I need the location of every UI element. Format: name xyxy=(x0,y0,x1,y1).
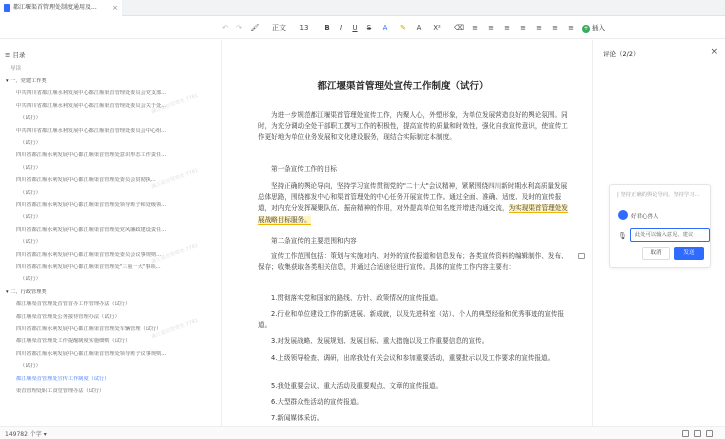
heading-article-2: 第二条宣传的主要范围和内容 xyxy=(271,237,357,245)
avatar xyxy=(618,210,628,220)
list-item-4: 4.上级领导检查、调研，出席我处有关会议和参加重要活动，重要批示以及工作要求的宣传报道。 xyxy=(271,354,555,362)
insert-button[interactable] xyxy=(582,22,605,34)
close-tab-icon[interactable]: × xyxy=(112,4,118,12)
paragraph-article-1 xyxy=(258,181,570,226)
plus-icon: + xyxy=(583,25,589,32)
document-title: 都江堰渠首管理处宣传工作制度（试行） xyxy=(317,81,489,92)
toc-item[interactable]: 都江堰渠首管理处工作提醒制度实施细则（试行） xyxy=(16,338,131,345)
status-bar xyxy=(0,426,725,439)
title-bar xyxy=(0,0,725,16)
toc-item[interactable]: 都江堰渠首管理处首管首办工作管理办法（试行） xyxy=(16,301,131,308)
toc-item[interactable]: （试行） xyxy=(20,164,41,171)
toc-subtitle[interactable]: 导读 xyxy=(10,66,22,72)
heading-article-1: 第一条宣传工作的目标 xyxy=(271,165,337,173)
paragraph-article-2: 宣传工作范围包括：策划与实施对内、对外的宣传报道和信息发布；各类宣传资料的编辑制作、发布、保存；收集获取各类相关信息，并通过合适途径进行宣传。具体的宣传工作内容主要有： xyxy=(258,252,568,272)
font-size-select[interactable]: 13 xyxy=(299,24,309,32)
toc-item[interactable]: 四川省都江堰水利发展中心都江堰渠首管理处委员会贯彻执... xyxy=(16,177,156,184)
toc-item[interactable]: 四川省都江堰水利发展中心都江堰渠首管理处领导班子和处级领... xyxy=(16,202,167,208)
microphone-icon[interactable]: 🎙 xyxy=(618,232,627,240)
text-effect-button[interactable]: A xyxy=(416,24,422,32)
toc-item[interactable]: 四川省都江堰水利发展中心都江堰渠首管理处车辆管理（试行） xyxy=(16,326,162,332)
formatting-toolbar xyxy=(0,17,725,39)
fullscreen-icon[interactable] xyxy=(706,430,713,437)
strikethrough-button[interactable]: S xyxy=(366,24,372,32)
page-view-icon[interactable] xyxy=(682,430,689,437)
toc-item[interactable]: 都江堰渠首管理处公务接待管理办法（试行） xyxy=(16,313,120,320)
comment-input[interactable]: 此处可以输入意见，建议 xyxy=(630,228,710,242)
clear-format-icon[interactable]: ⌫ xyxy=(454,24,464,32)
align-left-icon[interactable]: ≡ xyxy=(472,24,478,32)
toc-item[interactable]: 中共四川省都江堰水利发展中心都江堰渠首管理处委员会党支部... xyxy=(16,90,167,97)
toc-sidebar xyxy=(0,40,222,426)
toc-item[interactable]: 渠首管理处职工食堂管理办法（试行） xyxy=(16,388,105,394)
watermark-text: 蒲江渠首管理处 7781 xyxy=(150,242,200,266)
font-color-button[interactable]: A xyxy=(382,24,388,32)
indent-icon[interactable]: ≡ xyxy=(520,24,526,32)
document-tab-title: 都江堰渠首管理处制度通用及... xyxy=(13,4,97,11)
word-count[interactable]: 149782 个字 ▾ xyxy=(5,431,47,438)
toc-item[interactable]: 都江堰渠首管理处宣传工作制度（试行） xyxy=(16,375,110,382)
outdent-icon[interactable]: ≡ xyxy=(536,24,542,32)
comment-marker-icon[interactable] xyxy=(578,253,585,259)
list-icon[interactable]: ≡ xyxy=(504,24,510,32)
undo-icon[interactable]: ↶ xyxy=(222,24,228,32)
list-item-1: 1.贯彻落实党和国家的路线、方针、政策情况的宣传报道。 xyxy=(271,294,443,302)
list-item-2: 2.行业和单位建设工作的新进展、新成就，以及先进科室（站）、个人的典型经验和优秀事迹的宣传报道。 xyxy=(258,310,565,330)
list-item-7: 7.新闻媒体采访。 xyxy=(271,414,324,422)
toc-item[interactable]: （试行） xyxy=(20,140,41,146)
toc-item[interactable]: （试行） xyxy=(20,214,41,221)
toc-item[interactable]: 中共四川省都江堰水利发展中心都江堰渠首管理处委员会关于处... xyxy=(16,102,167,109)
document-icon xyxy=(4,4,10,12)
paragraph-icon[interactable]: ≡ xyxy=(568,24,574,32)
list-item-3: 3.对发展战略、发展规划、发展目标、重大措施以及工作重要信息的宣传。 xyxy=(271,337,489,345)
document-tab[interactable] xyxy=(0,0,122,16)
toc-item[interactable]: 四川省都江堰水利发展中心都江堰渠首管理处党风廉政建设责任... xyxy=(16,226,167,233)
comment-user-name: 好君心兽人 xyxy=(631,214,659,220)
watermark-text: 蒲江渠首管理处 7781 xyxy=(150,167,200,191)
align-center-icon[interactable]: ≡ xyxy=(488,24,494,32)
toc-item[interactable]: 四川省都江堰水利发展中心都江堰渠首管理处领导班子议事规则... xyxy=(16,350,167,357)
document-page[interactable] xyxy=(223,40,591,426)
watermark-text: 蒲江渠首管理处 7781 xyxy=(150,317,200,341)
style-select[interactable]: 正文 xyxy=(272,24,286,32)
close-comments-icon[interactable]: × xyxy=(710,47,718,57)
watermark-text: 蒲江渠首管理处 7781 xyxy=(150,92,200,116)
toc-item[interactable]: ▾ 二、行政管理类 xyxy=(6,288,47,295)
redo-icon[interactable]: ↷ xyxy=(236,24,242,32)
comments-title: 评论（2/2） xyxy=(603,50,640,58)
web-view-icon[interactable] xyxy=(694,430,701,437)
toc-item[interactable]: （试行） xyxy=(20,189,41,196)
format-painter-icon[interactable]: 🖌 xyxy=(250,24,260,32)
comment-quote: | 坚持正确的舆论导向，坚持学习... xyxy=(617,192,700,198)
toc-item[interactable]: ▾ 一、党建工作类 xyxy=(6,78,47,84)
toc-item[interactable]: 四川省都江堰水利发展中心都江堰渠首管理处意识形态工作责任... xyxy=(16,152,167,159)
comment-card xyxy=(609,184,711,268)
bold-button[interactable]: B xyxy=(324,24,330,32)
toc-item[interactable]: 四川省都江堰水利发展中心都江堰渠首管理处委员会议事规则... xyxy=(16,251,162,258)
highlight-button[interactable]: ✎ xyxy=(400,24,406,32)
toc-item[interactable]: （试行） xyxy=(20,276,41,283)
toc-item[interactable]: 四川省都江堰水利发展中心都江堰渠首管理处"三重一大"事项... xyxy=(16,264,161,270)
comments-panel xyxy=(592,40,725,426)
commented-text[interactable]: 为实现渠首管理处发展战略目标服务。 xyxy=(258,204,568,224)
article-1-text: 坚持正确的舆论导向，坚持学习宣传贯彻党的"二十大"会议精神，紧紧围绕四川新时期水利高质量发展总体思路，围绕都发中心和渠首管理处的中心任务开展宣传工作。通过全面、准确、适度、及时的宣传报道，对内充分发挥凝聚队伍、振奋精神的作用，对外提高单位知名度并增进沟通交流， xyxy=(258,182,568,213)
toc-item[interactable]: （试行） xyxy=(20,115,41,122)
italic-button[interactable]: I xyxy=(339,24,343,32)
send-button[interactable]: 发送 xyxy=(674,247,704,260)
toc-item[interactable]: （试行） xyxy=(20,239,41,246)
superscript-button[interactable]: X² xyxy=(433,24,441,32)
list-item-6: 6.大型群众性活动的宣传报道。 xyxy=(271,398,364,406)
insert-label: 插入 xyxy=(592,24,605,32)
underline-button[interactable]: U xyxy=(352,24,358,32)
paragraph-intro: 为进一步规范都江堰渠首管理处宣传工作，内聚人心，外塑形象，为单位发展营造良好的舆论氛围。同时，为充分调动全处干部职工撰写工作的积极性，提高宣传的质量和时效性，强化自我宣传意识，使宣传工作更好地为单位业务发展和文化建设服务，现结合实际制定本制度。 xyxy=(258,111,568,142)
line-spacing-icon[interactable]: ≡ xyxy=(552,24,558,32)
toc-title: ≡ 目录 xyxy=(5,51,26,59)
list-item-5: 5.我处重要会议、重大活动及重要观点、文章的宣传报道。 xyxy=(271,382,443,390)
toc-item[interactable]: （试行） xyxy=(20,363,41,370)
toc-item[interactable]: 中共四川省都江堰水利发展中心都江堰渠首管理处委员会中心组... xyxy=(16,127,167,134)
cancel-button[interactable]: 取消 xyxy=(642,247,670,260)
